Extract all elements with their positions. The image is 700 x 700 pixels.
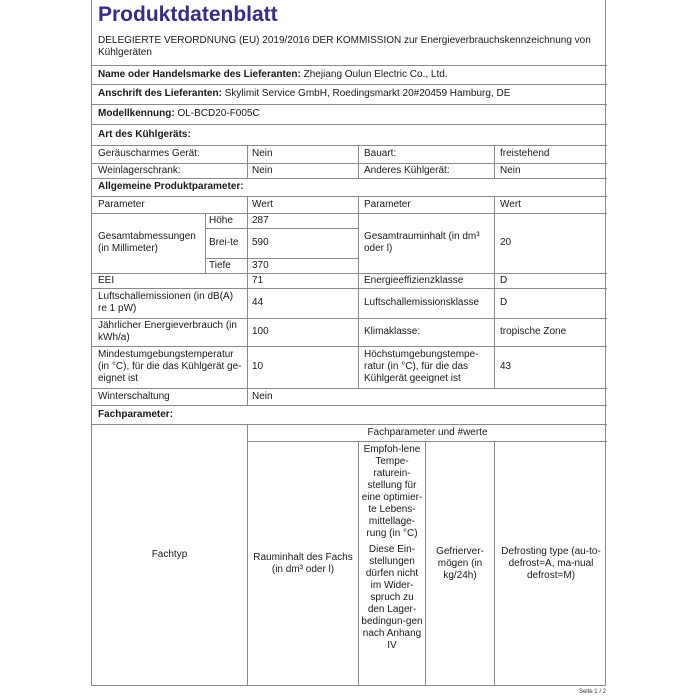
volume-value: 20 [500,237,512,248]
low-noise-value: Nein [252,148,273,159]
depth-label: Tiefe [209,259,231,271]
climate-class-label: Klimaklasse: [364,326,421,337]
compartment-freeze-label: Gefrierver-mögen (in kg/24h) [436,545,484,581]
model-value: OL-BCD20-F005C [177,108,260,119]
param-header-2: Parameter [364,198,411,210]
min-temp-value: 10 [252,361,264,372]
winter-label: Winterschaltung [98,390,170,402]
compartment-group-header: Fachparameter und #werte [367,426,488,438]
compartment-heading: Fachparameter: [98,408,174,420]
compartment-temp-note: Diese Ein-stellungen dürfen nicht im Wider-spruch zu den Lager-bedingun-gen nach Anhang IV [361,544,423,651]
climate-class-value: tropische Zone [500,326,567,337]
compartment-type-label: Fachtyp [151,549,188,560]
wine-cabinet-label: Weinlagerschrank: [98,164,181,176]
page-number: Seite 1 / 2 [578,689,606,695]
supplier-address-label: Anschrift des Lieferanten: [98,88,222,99]
supplier-name-label: Name oder Handelsmarke des Lieferanten: [98,68,301,80]
other-appliance-value: Nein [500,164,521,176]
other-appliance-label: Anderes Kühlgerät: [364,164,450,176]
noise-class-value: D [500,297,508,308]
compartment-temp-text: Empfoh-lene Tempe-raturein-stellung für eine optimier-te Lebens-mittellage-rung (in °C) [361,444,423,539]
dimensions-label: Gesamtabmessungen (in Millimeter) [98,231,196,254]
max-temp-value: 43 [500,361,512,372]
supplier-name-value: Zhejiang Oulun Electric Co., Ltd. [303,68,448,80]
design-value: freistehend [500,148,550,159]
model-row [98,104,603,124]
eei-label: EEI [98,274,115,286]
low-noise-label: Geräuscharmes Gerät: [98,148,200,159]
supplier-address-value: Skylimit Service GmbH, Roedingsmarkt 20#20459 Hamburg, DE [224,88,511,99]
datasheet [91,0,606,686]
volume-label: Gesamtrauminhalt (in dm³ oder l) [364,231,480,254]
compartment-temp-label [361,444,423,652]
annual-energy-value: 100 [252,326,269,337]
value-header-1: Wert [252,198,273,210]
depth-value: 370 [252,259,269,271]
page-title: Produktdatenblatt [98,3,278,26]
height-label: Höhe [209,214,233,226]
noise-value: 44 [252,297,264,308]
height-value: 287 [252,214,269,226]
width-label: Brei-te [209,237,239,248]
noise-label: Luftschallemissionen (in dB(A) re 1 pW) [98,291,234,314]
param-header-1: Parameter [98,198,145,210]
wine-cabinet-value: Nein [252,164,273,176]
eei-value: 71 [252,274,264,286]
compartment-volume-label: Rauminhalt des Fachs (in dm³ oder l) [253,551,353,575]
value-header-2: Wert [500,198,521,210]
min-temp-label: Mindestumgebungstemperatur (in °C), für die das Kühlgerät ge-eignet ist [98,349,242,384]
regulation-text: DELEGIERTE VERORDNUNG (EU) 2019/2016 DER KOMMISSION zur Energieverbrauchskennzeichnung von Kühlgeräten [98,35,591,58]
general-heading: Allgemeine Produktparameter: [98,181,244,192]
compartment-defrost-label: Defrosting type (au-to-defrost=A, ma-nual defrost=M) [501,545,601,581]
type-heading: Art des Kühlgeräts: [98,128,191,140]
energy-class-value: D [500,274,508,286]
max-temp-label: Höchstumgebungstempe-ratur (in °C), für die das Kühlgerät geeignet ist [364,349,479,384]
supplier-name-row [98,65,603,84]
model-label: Modellkennung: [98,108,175,119]
energy-class-label: Energieeffizienzklasse [364,274,464,286]
width-value: 590 [252,237,269,248]
noise-class-label: Luftschallemissionsklasse [364,297,480,308]
design-label: Bauart: [364,148,397,159]
supplier-address-row [98,84,603,104]
annual-energy-label: Jährlicher Energieverbrauch (in kWh/a) [98,320,237,343]
winter-value: Nein [252,390,273,402]
